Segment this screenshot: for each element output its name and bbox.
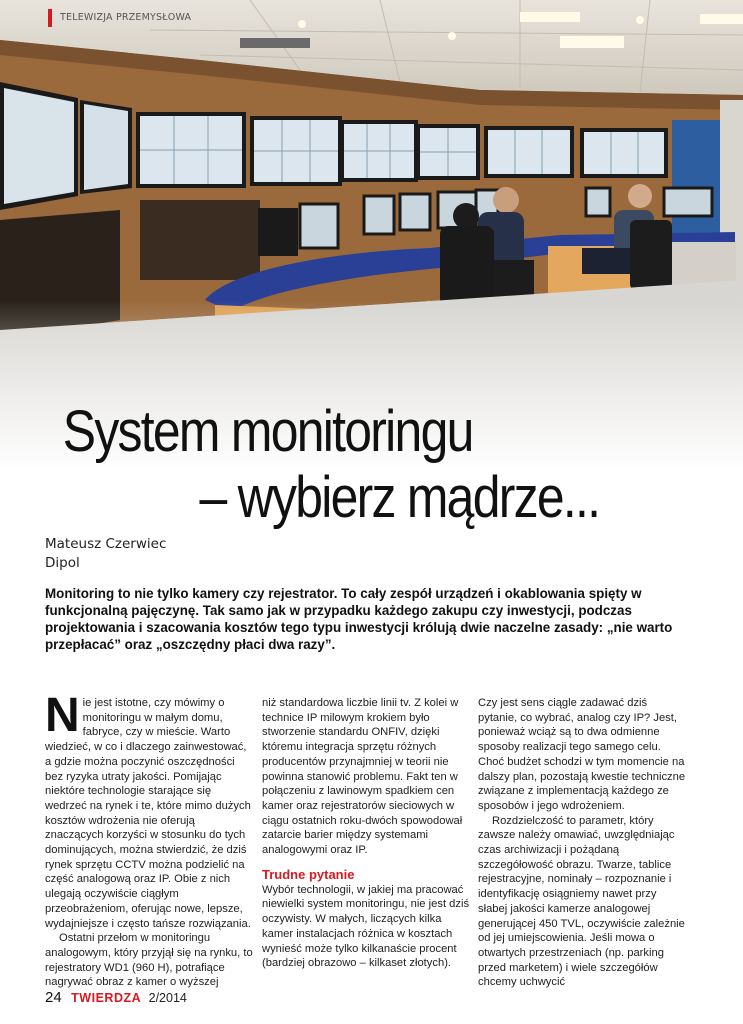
paragraph: Czy jest sens ciągle zadawać dziś pytanie, co wybrać, analog czy IP? Jest, ponieważ wciąż są to dwa odmienne sposoby realizacji tego samego celu. Choć budżet schodzi w tym momencie na dalszy plan, pozostają kwestie techniczne związane z implementacją każdego ze sposobów i jego wdrożeniem. [478,697,686,812]
author-company: Dipol [45,555,80,571]
paragraph-text: ie jest istotne, czy mówimy o monitoringu w małym domu, fabryce, czy w mieście. Warto wiedzieć, w co i dlaczego zainwestować, a gdzie można poczynić oszczędności bez ryzyka utraty jakości. Pomijając niektóre technologie starające się wedrzeć na rynek i te, które mimo dużych kosztów wdrożenia nie oferują znaczących korzyści w stosunku do tych dominujących, można stwierdzić, że dziś rynek sprzętu CCTV można podzielić na część analogową oraz IP. Obie z nich ulegają oczywiście ciągłym przeobrażeniom, oferując nowe, lepsze, wydajniejsze i często tańsze rozwiązania. [45,697,251,930]
issue-number: 2/2014 [148,991,187,1005]
article-lead: Monitoring to nie tylko kamery czy rejestrator. To cały zespół urządzeń i okablowania spięty w funkcjonalną pajęczynę. Tak samo jak w przypadku każdego zakupu czy inwestycji, podczas projektowania i szacowania kosztów tego typu inwestycji królują dwie naczelne zasady: „nie warto przepłacać” oraz „oszczędny płaci dwa razy”. [45,586,673,652]
section-tag: TELEWIZJA PRZEMYSŁOWA [48,9,191,27]
text-column-1 [45,689,255,990]
paragraph: Wybór technologii, w jakiej ma pracować niewielki system monitoringu, nie jest dziś oczywisty. W małych, liczących kilka kamer instalacjach różnica w kosztach wynieść może tylko kilkanaście procent (bardziej obrazowo – kilkaset złotych). [262,883,470,970]
article-title [0,399,639,531]
paragraph: Ostatni przełom w monitoringu analogowym, który przyjął się na rynku, to rejestratory WD1 (960 H), potrafiące nagrywać obraz z kamer o wyższej [45,932,253,989]
article-title-line2: – wybierz mądrze... [199,464,600,530]
section-subheading: Trudne pytanie [262,866,355,882]
paragraph [45,689,255,931]
text-column-2 [262,696,472,971]
article-title-line1: System monitoringu [62,398,473,464]
drop-cap: N [45,689,80,742]
text-column-3 [478,696,688,990]
paragraph: niż standardowa liczbie linii tv. Z kolei w technice IP milowym krokiem było stworzenie standardu ONFIV, dzięki któremu integracja sprzętu różnych producentów przynajmniej w teorii nie powinna stanowić problemu. Fakt ten w połączeniu z lawinowym spadkiem cen kamer oraz rejestratorów sieciowych w ciągu ostatnich roku-dwóch spowodował zatarcie barier między systemami analogowymi oraz IP. [262,697,463,857]
page-footer [45,990,187,1006]
paragraph: Rozdzielczość to parametr, który zawsze należy omawiać, uwzględniając czas archiwizacji i pożądaną szczegółowość obrazu. Twarze, tablice rejestracyjne, nominały – rozpoznanie i identyfikację osiągniemy nawet przy słabej jakości kamerze analogowej generującej 450 TVL, oczywiście zależnie od jej umiejscowienia. Jeśli mowa o otwartych przestrzeniach (np. parking przed marketem) i wiele szczegółów chcemy uchwycić [478,814,685,989]
magazine-name: TWIERDZA [71,991,142,1005]
page-number: 24 [45,989,62,1006]
author-block [45,535,166,573]
author-name: Mateusz Czerwiec [45,536,167,552]
